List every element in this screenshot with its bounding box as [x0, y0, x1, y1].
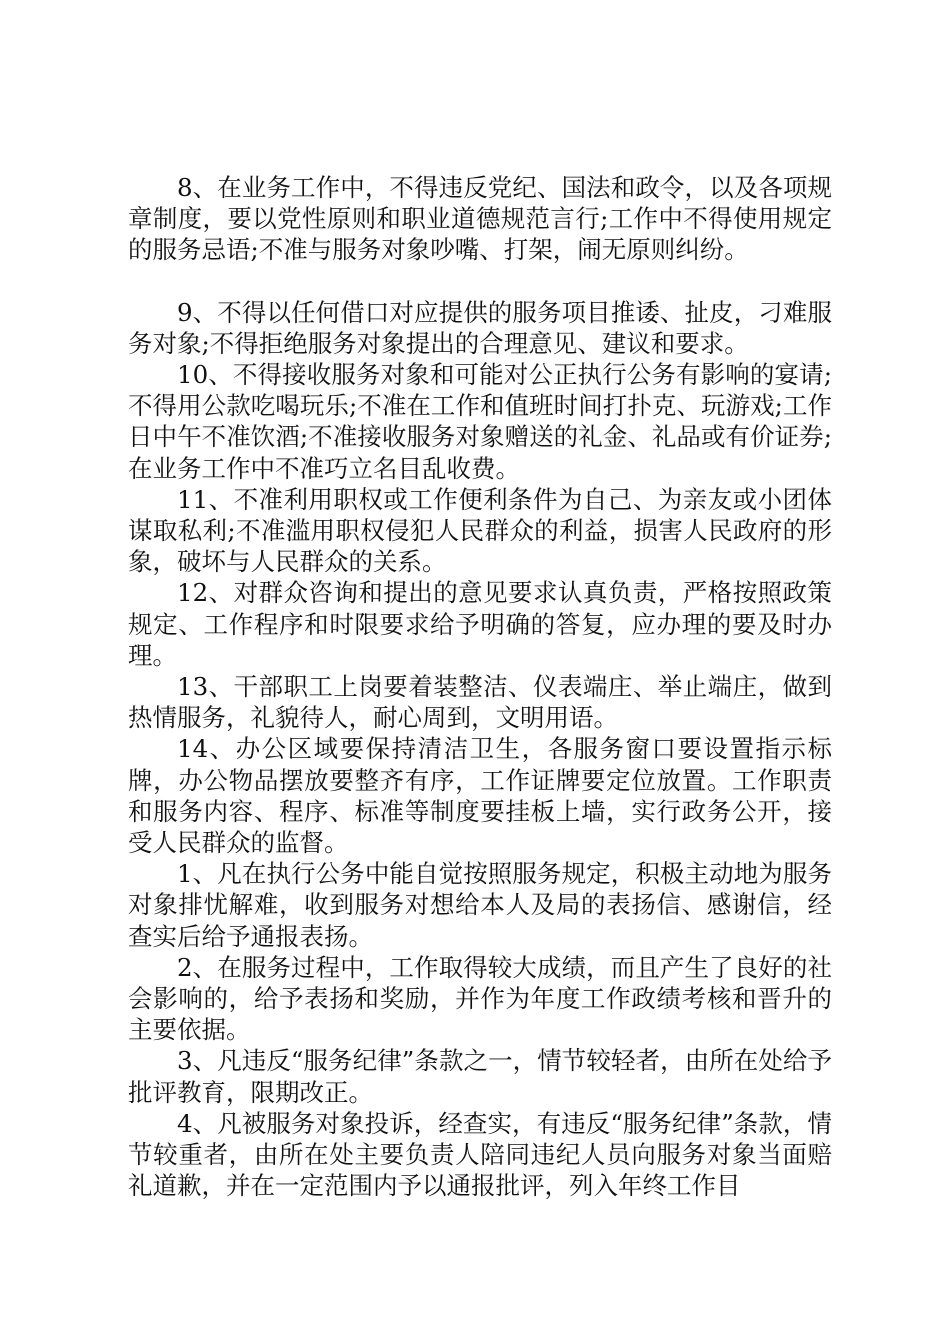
document-body [128, 172, 832, 1202]
paragraph-9: 9、不得以任何借口对应提供的服务项目推诿、扯皮，刁难服务对象;不得拒绝服务对象提出的合理意见、建议和要求。 [128, 297, 832, 358]
penalty-paragraph-4: 4、凡被服务对象投诉，经查实，有违反“服务纪律”条款，情节较重者，由所在处主要负责人陪同违纪人员向服务对象当面赔礼道歉，并在一定范围内予以通报批评，列入年终工作目 [128, 1108, 832, 1201]
paragraph-12: 12、对群众咨询和提出的意见要求认真负责，严格按照政策规定、工作程序和时限要求给予明确的答复，应办理的要及时办理。 [128, 578, 832, 670]
penalty-paragraph-3: 3、凡违反“服务纪律”条款之一，情节较轻者，由所在处给予批评教育，限期改正。 [128, 1046, 832, 1107]
paragraph-10: 10、不得接收服务对象和可能对公正执行公务有影响的宴请;不得用公款吃喝玩乐;不准在工作和值班时间打扑克、玩游戏;工作日中午不准饮酒;不准接收服务对象赠送的礼金、礼品或有价证券;在业务工作中不准巧立名目乱收费。 [128, 360, 832, 483]
paragraph-8: 8、在业务工作中，不得违反党纪、国法和政令，以及各项规章制度，要以党性原则和职业道德规范言行;工作中不得使用规定的服务忌语;不准与服务对象吵嘴、打架，闹无原则纠纷。 [128, 173, 832, 265]
reward-paragraph-2: 2、在服务过程中，工作取得较大成绩，而且产生了良好的社会影响的，给予表扬和奖励，并作为年度工作政绩考核和晋升的主要依据。 [128, 952, 832, 1045]
reward-paragraph-1: 1、凡在执行公务中能自觉按照服务规定，积极主动地为服务对象排忧解难，收到服务对想给本人及局的表扬信、感谢信，经查实后给予通报表扬。 [128, 859, 832, 951]
paragraph-14: 14、办公区域要保持清洁卫生，各服务窗口要设置指示标牌，办公物品摆放要整齐有序，工作证牌要定位放置。工作职责和服务内容、程序、标准等制度要挂板上墙，实行政务公开，接受人民群众的监督。 [128, 734, 832, 858]
paragraph-13: 13、干部职工上岗要着装整洁、仪表端庄、举止端庄，做到热情服务，礼貌待人，耐心周到，文明用语。 [128, 672, 832, 733]
paragraph-11: 11、不准利用职权或工作便利条件为自己、为亲友或小团体谋取私利;不准滥用职权侵犯人民群众的利益，损害人民政府的形象，破坏与人民群众的关系。 [128, 484, 832, 577]
